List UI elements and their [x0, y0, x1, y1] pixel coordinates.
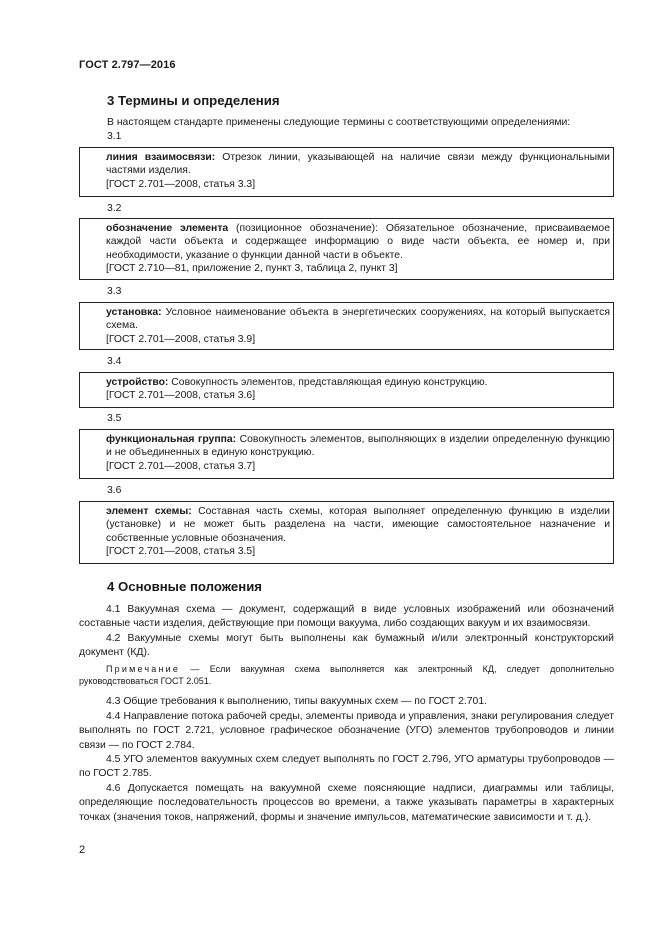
term-text: Отрезок линии, указывающей на наличие связи между функциональными частями изделия. — [106, 152, 610, 177]
term-definition — [106, 151, 610, 191]
section-3-heading: 3 Термины и определения — [107, 93, 280, 108]
term-definition — [106, 306, 610, 346]
paragraph-4-4: 4.4 Направление потока рабочей среды, элементы привода и управления, знаки регулирования следует выполнять по ГОСТ 2.721, условное графическое обозначение (УГО) элементов трубопроводов и линии связи — по ГОСТ 2.784. — [79, 711, 614, 751]
term-text: (позиционное обозначение): Обязательное обозначение, присваиваемое каждой части объекта и содержащее информацию о виде части объекта, ее номер и, при необходимости, указание о функции данной части в объекте. — [106, 223, 610, 261]
paragraph-4-2: 4.2 Вакуумные схемы могут быть выполнены как бумажный и/или электронный конструкторский документ (КД). — [79, 633, 614, 659]
term-name: функциональная группа: — [106, 434, 237, 445]
section-3-intro: В настоящем стандарте применены следующие термины с соответствующими определениями: — [107, 117, 571, 128]
paragraph-4-3: 4.3 Общие требования к выполнению, типы вакуумных схем — по ГОСТ 2.701. — [106, 696, 487, 707]
document-header: ГОСТ 2.797—2016 — [79, 59, 176, 71]
term-name: элемент схемы: — [106, 506, 192, 517]
term-name: установка: — [106, 307, 162, 318]
term-text: Совокупность элементов, представляющая единую конструкцию. — [168, 377, 488, 388]
paragraph-4-6: 4.6 Допускается помещать на вакуумной схеме поясняющие надписи, диаграммы или таблицы, определяющие последовательность процессов во времени, а также указывать параметры в характерных точках (значения токов, напряжений, формы и значение импульсов, математические зависимости и т. д.). — [79, 783, 614, 823]
note-text: — Если вакуумная схема выполняется как электронный КД, следует дополнительно руководствоваться ГОСТ 2.051. — [79, 664, 614, 686]
term-text: Условное наименование объекта в энергетических сооружениях, на который выпускается схема. — [106, 307, 610, 332]
term-number: 3.5 — [107, 413, 122, 424]
term-source: [ГОСТ 2.701—2008, статья 3.7] — [106, 460, 256, 472]
paragraph-4-1: 4.1 Вакуумная схема — документ, содержащий в виде условных изображений или обозначений составные части изделия, действующие при помощи вакуума, либо создающих вакуум и их взаимосвязи. — [79, 604, 614, 630]
term-number: 3.6 — [107, 485, 122, 496]
term-name: линия взаимосвязи: — [106, 152, 216, 163]
term-source: [ГОСТ 2.701—2008, статья 3.9] — [106, 333, 256, 345]
term-number: 3.3 — [107, 286, 122, 297]
paragraph-4-5: 4.5 УГО элементов вакуумных схем следует выполнять по ГОСТ 2.796, УГО арматуры трубопроводов — по ГОСТ 2.785. — [79, 754, 614, 780]
term-definition — [106, 222, 610, 276]
term-name: обозначение элемента — [106, 223, 229, 234]
term-source: [ГОСТ 2.701—2008, статья 3.6] — [106, 390, 256, 402]
term-source: [ГОСТ 2.701—2008, статья 3.3] — [106, 178, 256, 190]
note-label: Примечание — [106, 664, 181, 674]
term-name: устройство: — [106, 377, 169, 388]
page-number: 2 — [79, 844, 86, 856]
term-number: 3.4 — [107, 356, 122, 367]
term-definition — [106, 505, 610, 559]
term-number: 3.1 — [107, 131, 122, 142]
term-text: Составная часть схемы, которая выполняет определенную функцию в изделии (установке) и не может быть разделена на части, имеющие самостоятельное назначение и собственные условные обозначения. — [106, 506, 610, 544]
term-definition — [106, 376, 610, 403]
term-definition — [106, 433, 610, 473]
term-source: [ГОСТ 2.710—81, приложение 2, пункт 3, таблица 2, пункт 3] — [106, 263, 398, 275]
term-number: 3.2 — [107, 203, 122, 214]
term-source: [ГОСТ 2.701—2008, статья 3.5] — [106, 546, 256, 558]
note — [79, 663, 614, 687]
section-4-heading: 4 Основные положения — [107, 579, 262, 594]
term-text: Совокупность элементов, выполняющих в изделии определенную функцию и не объединенных в единую конструкцию. — [106, 434, 610, 459]
